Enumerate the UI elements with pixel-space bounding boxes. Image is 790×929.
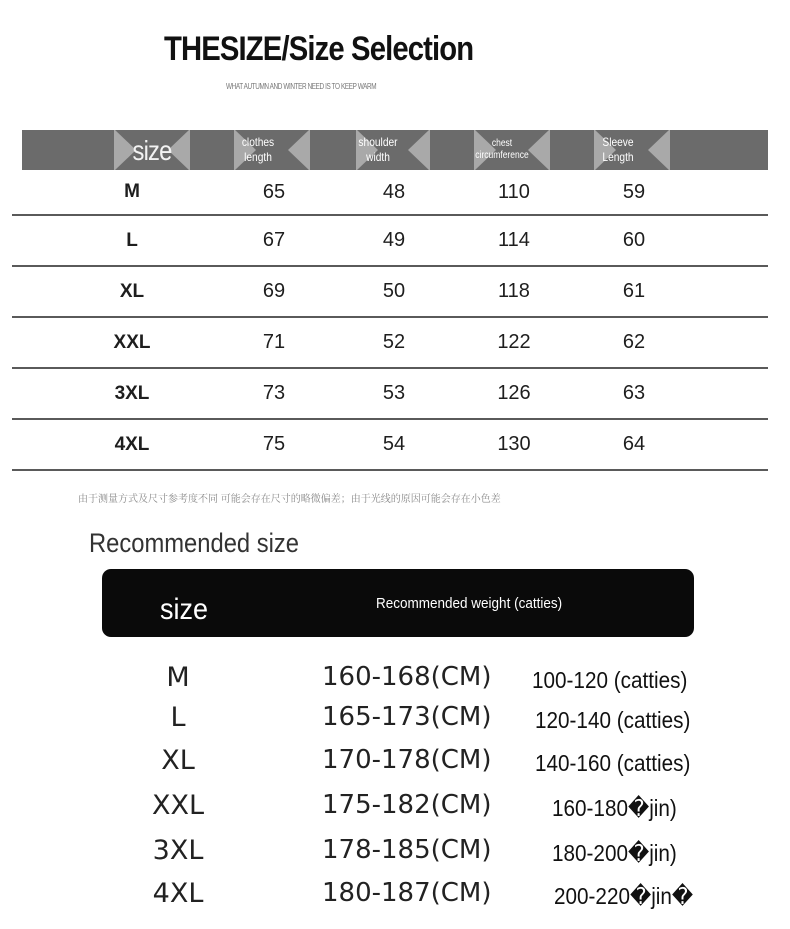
column-header-chest-circumference: chest circumference: [475, 137, 529, 161]
measurement-cell: 69: [262, 280, 286, 302]
measurement-cell: 67: [262, 229, 286, 251]
measurement-cell: 73: [262, 382, 286, 404]
recommended-weight: 180-200�jin): [552, 840, 677, 866]
measurement-cell: 122: [497, 331, 531, 353]
size-table: [12, 130, 768, 471]
measurement-cell: 64: [622, 433, 646, 455]
recommended-height: 160-168(CM): [322, 662, 492, 692]
recommended-height: 165-173(CM): [322, 702, 492, 732]
recommended-height: 180-187(CM): [322, 878, 492, 908]
measurement-note: 由于测量方式及尺寸参考度不同 可能会存在尺寸的略微偏差；由于光线的原因可能会存在小色差: [78, 494, 501, 505]
measurement-cell: 62: [622, 331, 646, 353]
recommended-size: L: [170, 702, 186, 733]
recommended-header-weight: Recommended weight (catties): [376, 595, 563, 612]
list-item: [0, 790, 790, 830]
recommended-size: 3XL: [152, 835, 204, 866]
page-title: THESIZE/Size Selection: [164, 30, 474, 68]
measurement-cell: 53: [382, 382, 406, 404]
column-header-clothes-length: clothes length: [241, 135, 275, 164]
table-row: [12, 318, 768, 369]
column-header-sleeve-length: Sleeve Length: [602, 135, 634, 164]
size-cell: L: [126, 229, 138, 251]
recommended-weight: 160-180�jin): [552, 795, 677, 821]
size-cell: XL: [119, 280, 145, 302]
recommended-size: XXL: [151, 790, 205, 821]
recommended-height: 178-185(CM): [322, 835, 492, 865]
recommended-height: 170-178(CM): [322, 745, 492, 775]
measurement-cell: 65: [262, 180, 286, 203]
measurement-cell: 130: [497, 433, 531, 455]
recommended-size: M: [166, 662, 190, 693]
measurement-cell: 49: [382, 229, 406, 251]
measurement-cell: 63: [622, 382, 646, 404]
measurement-cell: 118: [498, 280, 530, 302]
recommended-weight: 100-120 (catties): [532, 667, 688, 693]
table-row: [12, 267, 768, 318]
list-item: [0, 835, 790, 875]
recommended-weight: 120-140 (catties): [535, 707, 691, 733]
size-cell: M: [124, 181, 140, 202]
recommended-header-bar: [102, 569, 694, 637]
measurement-cell: 61: [622, 280, 646, 302]
recommended-weight: 140-160 (catties): [535, 750, 691, 776]
table-row: [12, 216, 768, 267]
list-item: [0, 662, 790, 702]
list-item: [0, 878, 790, 918]
recommended-size: 4XL: [152, 878, 204, 909]
size-cell: 3XL: [114, 382, 150, 404]
list-item: [0, 745, 790, 785]
size-cell: 4XL: [114, 433, 150, 455]
measurement-cell: 60: [622, 229, 646, 251]
table-row: [12, 420, 768, 471]
recommended-weight: 200-220�jin�: [554, 883, 694, 909]
measurement-cell: 114: [498, 229, 530, 251]
size-table-body: [12, 170, 768, 471]
table-row: [12, 369, 768, 420]
measurement-cell: 52: [382, 331, 406, 353]
measurement-cell: 126: [497, 382, 531, 404]
measurement-cell: 54: [382, 433, 406, 455]
measurement-cell: 71: [262, 331, 286, 353]
column-header-shoulder-width: shoulder width: [358, 135, 398, 164]
measurement-cell: 59: [622, 180, 646, 203]
recommended-header-size: size: [160, 593, 209, 626]
measurement-cell: 50: [382, 280, 406, 302]
page-subtitle: WHAT AUTUMN AND WINTER NEED IS TO KEEP WARM: [226, 82, 377, 91]
size-cell: XXL: [113, 331, 151, 353]
recommended-size: XL: [161, 745, 195, 776]
recommended-height: 175-182(CM): [322, 790, 492, 820]
measurement-cell: 48: [382, 180, 406, 203]
measurement-cell: 75: [262, 433, 286, 455]
measurement-cell: 110: [498, 180, 530, 203]
table-row: [12, 170, 768, 216]
list-item: [0, 702, 790, 742]
size-table-header: [22, 130, 768, 170]
recommended-title: Recommended size: [89, 528, 299, 558]
column-header-size: size: [132, 134, 172, 166]
